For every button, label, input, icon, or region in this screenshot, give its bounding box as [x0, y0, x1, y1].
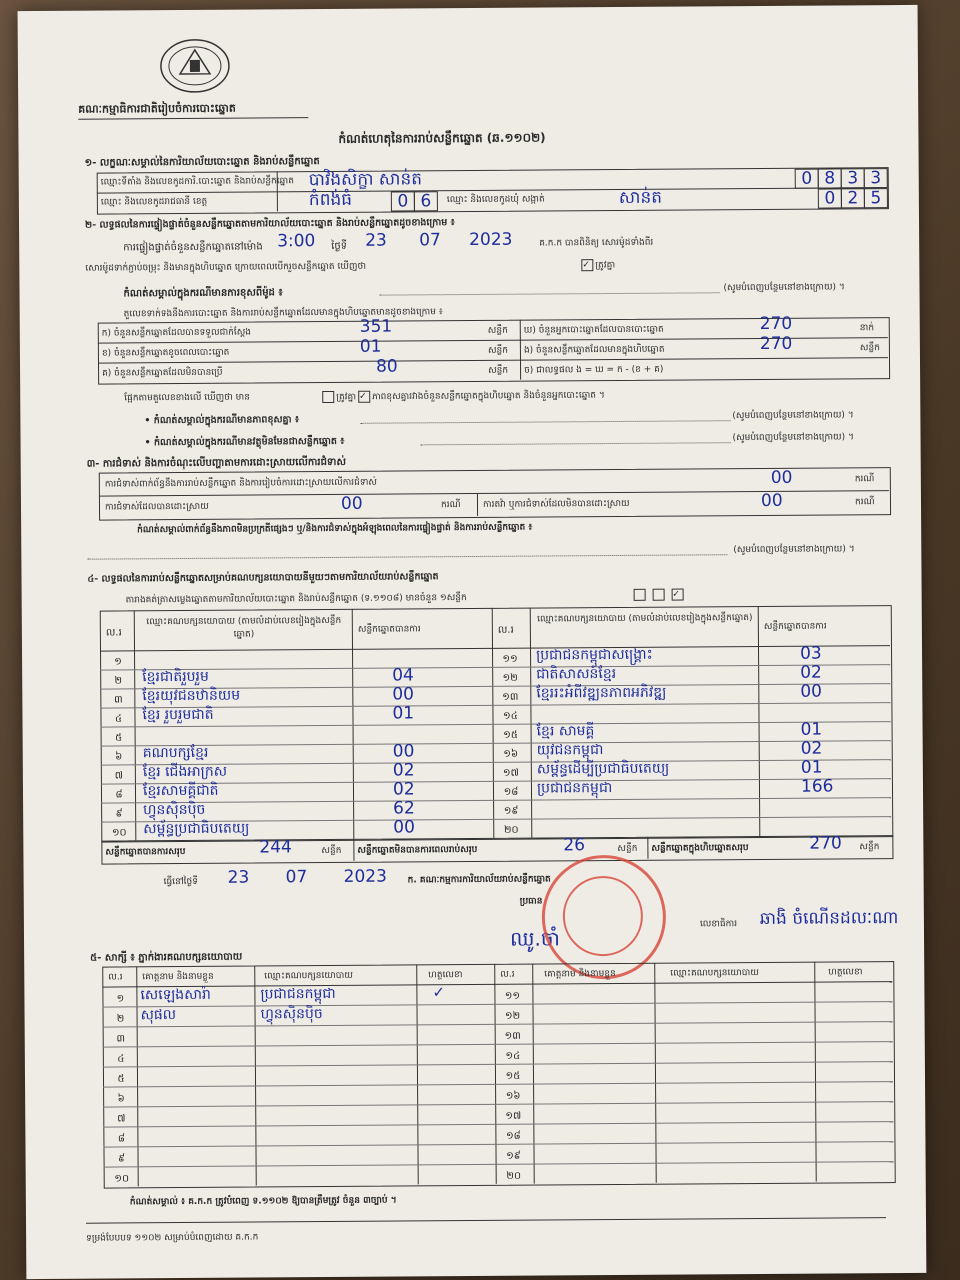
row-number: ១៦ [505, 1090, 521, 1102]
party-name: សម្ព័ន្ធប្រជាធិបតេយ្យ [143, 820, 250, 838]
unit-label: សន្លឹក [488, 365, 509, 376]
location-code-digit: 3 [864, 168, 888, 188]
col-no-header: ល.រ [108, 972, 123, 983]
location-label: ឈ្មោះទីតាំង និងលេខកូដការិ.បោះឆ្នោត និងរាប់សន្លឹកឆ្នោត [100, 176, 294, 188]
seal-match-label: ត្រូវគ្នា [595, 260, 616, 271]
party-name: ខ្មែររះអំពីវឌ្ឍនភាពអភិវឌ្ឍ [536, 684, 667, 702]
resolved-value: 00 [340, 493, 363, 514]
checkbox-icon[interactable]: ✓ [358, 391, 370, 403]
unit-label: សន្លឹក [321, 845, 342, 857]
row-number: ១៤ [503, 710, 518, 722]
committee-sign-label: ក. គណៈកម្មការការិយាល័យរាប់សន្លឹកឆ្នោត [407, 874, 551, 886]
verification-suffix: គ.ក.ក បានពិនិត្យ សោរម៉ូដទាំងពីរ [539, 237, 654, 249]
witness-signature: ✓ [432, 983, 446, 1002]
col-party-header: ឈ្មោះគណបក្សនយោបាយ [670, 968, 759, 979]
row-number: ២ [114, 675, 123, 687]
row-number: ៥ [115, 732, 123, 744]
row-number: ៤ [114, 713, 123, 725]
witness-party: ប្រជាជនកម្ពុជា [260, 985, 336, 1003]
location-code-digit: 8 [818, 168, 842, 188]
row-number: ១៩ [503, 805, 519, 817]
row-number: ១៥ [503, 729, 518, 741]
verification-month: 07 [419, 230, 441, 251]
party-name: គណបក្សខ្មែរ [142, 744, 209, 762]
fill-hint: (សូមបំពេញបន្ថែមនៅខាងក្រោយ) ។ [732, 410, 854, 422]
objections-label: ការជំទាស់ពាក់ព័ន្ធនឹងការរាប់សន្លឹកឆ្នោត និងការរៀបចំការដោះស្រាយលើការជំទាស់ [104, 477, 378, 490]
party-votes: 02 [800, 662, 822, 683]
seal-note-hint: (សូមបំពេញបន្ថែមនៅខាងក្រោយ) ។ [723, 282, 845, 294]
committee-name: គណៈកម្មាធិការជាតិរៀបចំការបោះឆ្នោត [78, 101, 236, 116]
check-options [320, 389, 605, 404]
row-number: ១២ [504, 1010, 521, 1022]
row-number: ១០ [114, 1173, 130, 1185]
voters-label: ឃ) ចំនួនអ្នកបោះឆ្នោតដែលបានបោះឆ្នោត [523, 324, 664, 336]
unresolved-value: 00 [760, 490, 783, 511]
col-no-header: ល.រ [105, 627, 122, 639]
commune-label: ឈ្មោះ និងលេខកូដឃុំ សង្កាត់ [446, 194, 545, 206]
total-box-label: សន្លឹកឆ្នោតក្នុងហិបឆ្នោតសរុប [651, 843, 749, 854]
unused-value: 80 [375, 356, 398, 377]
verification-line-prefix: ការផ្ទៀងផ្ទាត់ចំនួនសន្លឹកឆ្នោតនៅម៉ោង [123, 241, 263, 254]
unused-label: គ) ចំនួនសន្លឹកឆ្នោតដែលមិនបានប្រើ [102, 367, 223, 379]
row-number: ២០ [506, 1170, 522, 1182]
fill-hint: (សូមបំពេញបន្ថែមនៅខាងក្រោយ) ។ [732, 432, 854, 444]
commune-code-digit: 2 [841, 188, 865, 208]
unresolved-label: ការតវ៉ា ឬការជំទាស់ដែលមិនបានដោះស្រាយ [482, 498, 630, 510]
fill-line [87, 554, 727, 559]
divider [86, 1217, 886, 1224]
unit-label: នាក់ [859, 323, 875, 334]
checkbox-icon[interactable] [634, 589, 646, 601]
verification-time: 3:00 [277, 231, 316, 252]
nec-emblem-icon [158, 36, 232, 97]
party-votes: 62 [393, 798, 415, 819]
location-code-digit: 3 [841, 168, 865, 188]
party-votes: 00 [800, 681, 823, 702]
resolved-label: ការជំទាស់ដែលបានដោះស្រាយ [104, 501, 209, 513]
district-code-digit: 0 [391, 191, 415, 211]
party-name: សម្ព័ន្ធដើម្បីប្រជាធិបតេយ្យ [536, 760, 670, 778]
commune-code-digit: 5 [864, 188, 888, 208]
party-votes: 02 [392, 779, 415, 800]
total-invalid-value: 26 [563, 835, 586, 856]
party-name: យុវជនកម្ពុជា [536, 742, 604, 759]
diff-note-label: • កំណត់សម្គាល់ក្នុងករណីមានភាពខុសគ្នា ៖ [144, 414, 300, 427]
col-sign-header: ហត្ថលេខា [428, 970, 463, 981]
divider [353, 839, 354, 861]
district-code-digit: 6 [414, 191, 438, 211]
commune-code-digit: 0 [818, 188, 842, 208]
district-label: ឈ្មោះ និងលេខកូដរាជធានី ខេត្ត [100, 196, 208, 208]
row-number: ៦ [115, 751, 123, 763]
row-number: ១៩ [506, 1150, 521, 1162]
checkbox-icon[interactable]: ✓ [581, 259, 593, 271]
col-party-header: ឈ្មោះគណបក្សនយោបាយ [264, 970, 353, 982]
check-line: ផ្អែកតាមតួលេខខាងលើ ឃើញថា មាន [124, 392, 250, 404]
unit-label: សន្លឹក [487, 325, 508, 336]
secretary-label: លេខាធិការ [699, 919, 738, 930]
footnote: កំណត់សម្គាល់ ៖ គ.ក.ក ត្រូវបំពេញ ទ.១១០២ ឱ្យបានត្រឹមត្រូវ ចំនួន ៣ច្បាប់ ។ [129, 1195, 397, 1208]
col-name-header: គោត្តនាម និងនាមខ្លួន [142, 971, 214, 983]
chair-label: ប្រធាន [519, 896, 543, 907]
row-number: ១៦ [503, 748, 519, 760]
row-number: ៩ [115, 808, 123, 820]
party-name: ជាតិសាសន៍ខ្មែរ [536, 665, 617, 683]
row-number: ១៧ [505, 1110, 522, 1122]
total-valid-label: សន្លឹកឆ្នោតបានការសរុប [105, 847, 186, 858]
witness-name: សុផល [140, 1007, 177, 1024]
tally-sheet-line: តារាងគត់ត្រាសម្លេងឆ្នោតតាមការិយាល័យបោះឆ្នោត និងរាប់សន្លឹកឆ្នោត (ទ.១១០៨) មានចំនួន ១សន្លឹក [125, 593, 467, 606]
col-party-header: ឈ្មោះគណបក្សនយោបាយ (តាមលំដាប់លេខរៀងក្នុងសន្លឹកឆ្នោត) [537, 613, 753, 625]
party-votes: 166 [800, 776, 834, 797]
witness-party: ហ្វុនស៊ិនប៉ិច [260, 1006, 323, 1023]
irregularities-note: កំណត់សម្គាល់ពាក់ព័ន្ធនឹងភាពមិនប្រក្រតីផ្សេងៗ ឬ/និងការជំទាស់ក្នុងអំឡុងពេលនៃការផ្ទៀងផ្ទាត់ និងការរាប់សន្លឹកឆ្នោត ៖ [137, 522, 533, 536]
row-number: ៥ [117, 1073, 125, 1085]
ballot-count-document [18, 5, 927, 1279]
document-title: កំណត់ហេតុនៃការរាប់សន្លឹកឆ្នោត (ឆ.១១០២) [338, 130, 546, 146]
party-name: ខ្មែរ រួបរួមជាតិ [142, 706, 214, 724]
chair-signature: ឈូ.ចាំ [509, 926, 560, 951]
party-votes: 00 [392, 684, 415, 705]
party-name: ហ្វុនស៊ិនប៉ិច [143, 801, 206, 819]
unit-label: សន្លឹក [487, 345, 508, 356]
row-number: ៤ [117, 1053, 125, 1065]
section4-heading: ៤- លទ្ធផលនៃការរាប់សន្លឹកឆ្នោតសម្រាប់គណបក្សនយោបាយនីមួយៗតាមការិយាល័យរាប់សន្លឹកឆ្នោត [87, 571, 439, 585]
party-name: ខ្មែរសាមគ្គីជាតិ [142, 782, 219, 800]
date-month: 07 [285, 867, 308, 888]
received-value: 351 [359, 316, 393, 337]
row-number: ១ [114, 656, 122, 668]
col-sign-header: ហត្ថលេខា [828, 967, 863, 978]
fill-line [380, 292, 720, 295]
district-value: កំពង់ធំ [308, 189, 353, 211]
row-number: ១៧ [502, 767, 519, 779]
row-number: ១៨ [503, 786, 519, 798]
location-value: បាវិងសិក្ខា សាន់ត [308, 169, 423, 191]
check-option-match: ត្រូវគ្នា [336, 392, 357, 403]
party-votes: 00 [393, 817, 415, 838]
total-invalid-label: សន្លឹកឆ្នោតមិនបានការពេលរាប់សរុប [357, 844, 478, 856]
row-number: ៣ [114, 694, 123, 706]
checkbox-icon[interactable] [652, 589, 664, 601]
seal-note-label: កំណត់សម្គាល់ក្នុងករណីមានការខុសពីម៉ូដ ៖ [123, 287, 283, 300]
unit-label: ករណី [854, 497, 875, 508]
verification-day: 23 [365, 230, 387, 251]
unit-label: ករណី [440, 500, 461, 511]
row-number: ១៣ [502, 691, 519, 703]
party-name: ខ្មែរ ជើងអាក្រស [142, 763, 228, 781]
checkbox-icon[interactable]: ✓ [671, 589, 683, 601]
row-number: ៨ [117, 1133, 126, 1145]
form-footer: ទម្រង់បែបបទ ១១០២ សម្រាប់បំពេញដោយ គ.ក.ក [86, 1232, 259, 1244]
row-number: ២០ [503, 824, 519, 836]
verification-line2: សោរម៉ូដទាក់ភ្ជាប់ចម្រុះ និងមានក្នុងហិបឆ្នោត ក្រោយពេលបើករួចសន្លឹកឆ្នោត ឃើញថា [85, 261, 367, 274]
received-label: ក) ចំនួនសន្លឹកឆ្នោតដែលបានទទួលជាក់ស្តែង [101, 327, 252, 339]
col-no-header: ល.រ [500, 969, 515, 980]
unit-label: ករណី [854, 474, 875, 485]
party-name: ខ្មែរយុវជនឋានិយម [142, 687, 241, 705]
section3-heading: ៣- ការជំទាស់ និងការចំណុះលើបញ្ហាតាមការដោះស្រាយលើការជំទាស់ [86, 456, 347, 470]
figures-intro: តួលេខទាក់ទងនឹងការបោះឆ្នោត និងការរាប់សន្លឹកឆ្នោតដែលមានក្នុងហិបឆ្នោតមានដូចខាងក្រោម ៖ [123, 307, 443, 320]
party-name: ខ្មែរ សាមគ្គី [536, 723, 595, 740]
fill-line [421, 442, 731, 445]
date-label: ធ្វើនៅថ្ងៃទី [163, 876, 198, 888]
in-box-value: 270 [759, 333, 793, 354]
row-number: ១១ [502, 653, 518, 665]
row-number: ១៤ [505, 1050, 521, 1062]
objections-value: 00 [770, 467, 793, 488]
col-name-header: គោត្តនាម និងនាមខ្លួន [544, 969, 616, 980]
row-number: ៦ [117, 1093, 125, 1105]
spoiled-label: ខ) ចំនួនសន្លឹកឆ្នោតខូចពេលបោះឆ្នោត [101, 347, 230, 359]
party-name: ខ្មែរជាតិរួបរួម [142, 668, 209, 686]
row-number: ១០ [111, 827, 127, 839]
voters-value: 270 [759, 313, 793, 334]
row-number: ៨ [115, 789, 123, 801]
party-votes: 01 [800, 719, 823, 740]
witness-name: សេឡេងសារ៉ា [140, 986, 211, 1004]
row-number: ២ [116, 1013, 125, 1025]
section2-heading: ២- លទ្ធផលនៃការផ្ទៀងផ្ទាត់ចំនួនសន្លឹកឆ្នោតតាមការិយាល័យបោះឆ្នោត និងរាប់សន្លឹកឆ្នោតដូចខាងក្រោម ៖ [85, 217, 455, 231]
checkbox-icon[interactable] [322, 391, 334, 403]
fill-line [360, 420, 730, 424]
party-name: ប្រជាជនកម្ពុជា [536, 780, 613, 797]
row-number: ១២ [502, 672, 518, 684]
official-seal-stamp [541, 855, 666, 980]
party-votes: 02 [800, 738, 823, 759]
col-votes-header: សន្លឹកឆ្នោតបានការ [763, 621, 827, 632]
row-number: ៧ [114, 770, 124, 782]
row-number: ១៨ [506, 1130, 521, 1142]
party-votes: 02 [392, 760, 415, 781]
row-number: ១៥ [505, 1070, 521, 1082]
date-year: 2023 [343, 866, 387, 887]
seal-match-option [579, 259, 615, 273]
party-votes: 01 [800, 757, 823, 778]
party-votes: 04 [392, 665, 414, 686]
col-votes-header: សន្លឹកឆ្នោតបានការ [357, 624, 421, 635]
row-number: ៩ [117, 1153, 126, 1165]
total-box-value: 270 [809, 833, 842, 854]
row-number: ៧ [117, 1113, 126, 1125]
date-day: 23 [227, 867, 250, 888]
section1-heading: ១- លក្ខណៈសម្គាល់នៃការិយាល័យបោះឆ្នោត និងរាប់សន្លឹកឆ្នោត [84, 156, 320, 169]
col-party-header: ឈ្មោះគណបក្សនយោបាយ (តាមលំដាប់លេខរៀងក្នុងសន្លឹកឆ្នោត) [146, 615, 342, 640]
party-name: ប្រជាជនកម្ពុជាសង្គ្រោះ [535, 646, 653, 664]
total-valid-value: 244 [259, 837, 292, 858]
col-no-header: ល.រ [497, 624, 514, 636]
unit-label: សន្លឹក [859, 842, 880, 853]
party-votes: 03 [799, 643, 822, 664]
check-option-diff: ភាពខុសគ្នារវាងចំនួនសន្លឹកឆ្នោតក្នុងហិបឆ្នោត និងចំនួនអ្នកបោះឆ្នោត ។ [372, 390, 605, 403]
totals-row [101, 835, 893, 865]
divider [477, 493, 478, 516]
divider [647, 837, 648, 859]
commune-value: សាន់ត [618, 187, 663, 208]
spoiled-value: 01 [359, 336, 382, 357]
row-number: ១៣ [504, 1030, 521, 1042]
party-votes: 01 [392, 703, 415, 724]
foreign-object-note-label: • កំណត់សម្គាល់ក្នុងករណីមានវត្ថុមិនមែនជាសន្លឹកឆ្នោត ៖ [144, 435, 345, 449]
unit-label: សន្លឹក [859, 343, 880, 354]
party-votes: 00 [392, 741, 415, 762]
location-code-digit: 0 [795, 169, 819, 189]
secretary-signature: ឆាងិ ចំណេីនដលៈណា [759, 908, 899, 929]
fill-hint: (សូមបំពេញបន្ថែមនៅខាងក្រោយ) ។ [733, 544, 855, 556]
formula: ច) ជាលទ្ធផល ង = ឃ = ក - (ខ + គ) [524, 364, 664, 376]
unit-label: សន្លឹក [617, 843, 638, 854]
row-number: ៣ [116, 1033, 126, 1045]
day-label: ថ្ងៃទី [331, 240, 348, 252]
tally-sheet-boxes [632, 589, 686, 601]
verification-year: 2023 [469, 229, 513, 251]
divider [78, 117, 308, 120]
row-number: ១ [116, 993, 125, 1005]
row-number: ១១ [504, 990, 521, 1002]
in-box-label: ង) ចំនួនសន្លឹកឆ្នោតដែលមានក្នុងហិបឆ្នោត [523, 344, 665, 356]
section5-heading: ៥- សាក្សី ៖ ភ្នាក់ងារគណបក្សនយោបាយ [90, 951, 243, 964]
